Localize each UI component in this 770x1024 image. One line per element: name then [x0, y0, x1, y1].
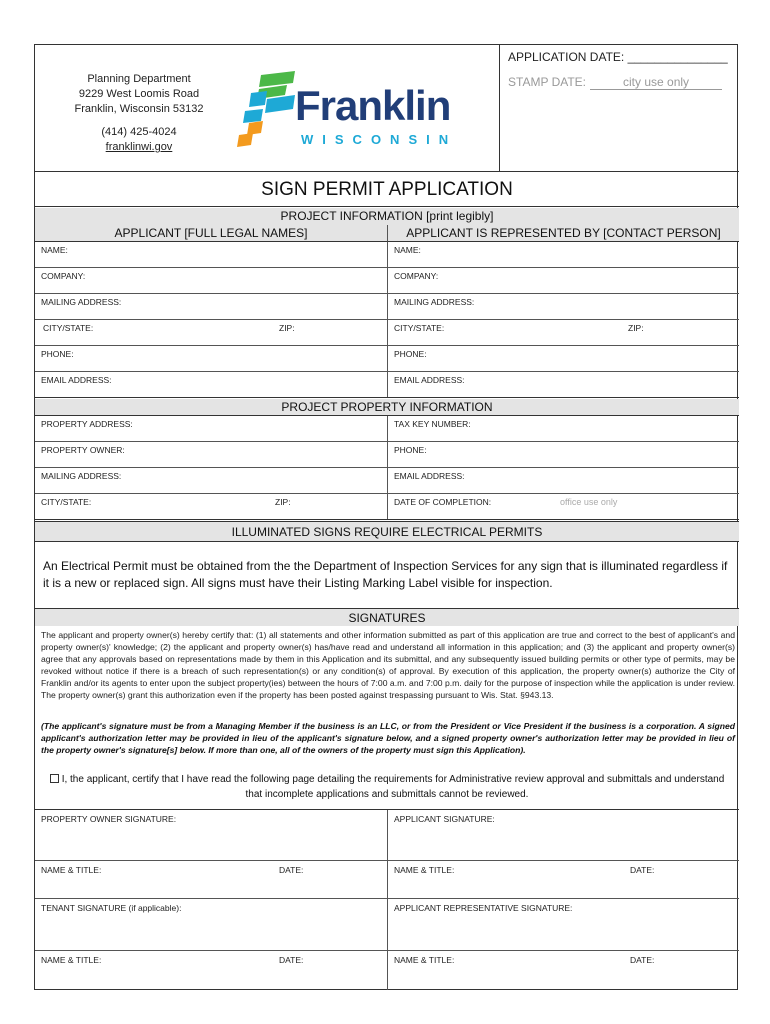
field-label: EMAIL ADDRESS:: [41, 375, 112, 385]
field-label: CITY/STATE:: [43, 323, 94, 333]
date-of-completion-field[interactable]: [387, 494, 739, 519]
date-label: DATE:: [279, 955, 304, 965]
field-label: NAME & TITLE:: [41, 865, 102, 875]
property-address-row: [35, 416, 739, 442]
email-row: [35, 372, 739, 398]
contact-phone-field[interactable]: [387, 346, 739, 371]
city-address: Franklin, Wisconsin 53132: [74, 103, 204, 115]
field-label: DATE OF COMPLETION:: [394, 497, 492, 507]
applicant-city-state-field[interactable]: [35, 320, 387, 345]
illuminated-signs-heading: ILLUMINATED SIGNS REQUIRE ELECTRICAL PERMITS: [35, 521, 739, 542]
owner-city-row: [35, 494, 739, 520]
field-label: APPLICANT REPRESENTATIVE SIGNATURE:: [394, 903, 573, 913]
field-label: EMAIL ADDRESS:: [394, 375, 465, 385]
certify-statement: [45, 772, 729, 802]
owner-name-title-field[interactable]: [35, 861, 387, 898]
field-label: NAME & TITLE:: [394, 865, 455, 875]
field-label: PROPERTY OWNER:: [41, 445, 125, 455]
field-label: PROPERTY ADDRESS:: [41, 419, 133, 429]
applicant-phone-field[interactable]: [35, 346, 387, 371]
applicant-name-row: [35, 242, 739, 268]
property-owner-row: [35, 442, 739, 468]
project-information-heading: PROJECT INFORMATION [print legibly]: [35, 208, 739, 225]
contact-city-state-field[interactable]: [387, 320, 739, 345]
representative-column-heading: APPLICANT IS REPRESENTED BY [CONTACT PERSON]: [387, 225, 739, 242]
department-address: [59, 72, 219, 155]
date-label: DATE:: [630, 865, 655, 875]
certification-text: The applicant and property owner(s) hereby certify that: (1) all statements and other information submitted as part of this application are true and correct to the best of applicant's and property owner(s)' knowledge; (2) the applicant and property owner(s) has/have read and understand all information in this application; and (3) the applicant and property owner(s) agree that any approvals based on representations made by them in this Application and its submittal, and any subsequently issued building permits or other type of permits, may be revoked without notice if there is a breach of such representation(s) or any condition(s) of approval. By execution of this application, the property owner(s) authorize the City of Franklin and/or its agents to enter upon the subject property(ies) between the hours of 7:00 a.m. and 7:00 p.m. daily for the purpose of inspection while the application is under review. The property owner(s) grant this authorization even if the property has been posted against trespassing pursuant to Wis. Stat. §943.13.: [41, 630, 735, 701]
contact-mailing-address-field[interactable]: [387, 294, 739, 319]
phone-row: [35, 346, 739, 372]
date-label: DATE:: [630, 955, 655, 965]
field-label: PHONE:: [41, 349, 74, 359]
applicant-mailing-address-field[interactable]: [35, 294, 387, 319]
zip-label: ZIP:: [279, 323, 295, 333]
logo-wordmark: Franklin: [295, 82, 451, 129]
applicant-name-title-field[interactable]: [387, 861, 739, 898]
owner-email-field[interactable]: [387, 468, 739, 493]
representative-name-title-field[interactable]: [387, 951, 739, 990]
mailing-address-row: [35, 294, 739, 320]
property-information-heading: PROJECT PROPERTY INFORMATION: [35, 399, 739, 416]
field-label: NAME & TITLE:: [394, 955, 455, 965]
contact-name-field[interactable]: [387, 242, 739, 267]
signatures-heading: SIGNATURES: [35, 608, 739, 626]
field-label: COMPANY:: [41, 271, 86, 281]
field-label: MAILING ADDRESS:: [41, 297, 122, 307]
certify-checkbox[interactable]: [50, 774, 59, 783]
logo-subtitle: WISCONSIN: [301, 132, 458, 147]
stamp-date-field: [508, 75, 722, 90]
field-label: COMPANY:: [394, 271, 439, 281]
field-label: PROPERTY OWNER SIGNATURE:: [41, 814, 177, 824]
application-date-field[interactable]: APPLICATION DATE: _______________: [508, 50, 728, 64]
tenant-name-title-field[interactable]: [35, 951, 387, 990]
tax-key-number-field[interactable]: [387, 416, 739, 441]
field-label: NAME & TITLE:: [41, 955, 102, 965]
field-label: NAME:: [394, 245, 421, 255]
owner-city-state-field[interactable]: [35, 494, 387, 519]
street-address: 9229 West Loomis Road: [78, 88, 200, 100]
tenant-signature-field[interactable]: [35, 899, 387, 950]
contact-email-field[interactable]: [387, 372, 739, 397]
certify-text: I, the applicant, certify that I have read the following page detailing the requirements for Administrative review approval and submittals and understand that incomplete applications and submittals cannot be reviewed.: [61, 774, 725, 800]
signature-row-1: [35, 809, 739, 861]
sign-permit-form: [34, 44, 738, 990]
stamp-date-label: STAMP DATE:: [508, 75, 587, 89]
applicant-company-field[interactable]: [35, 268, 387, 293]
field-label: NAME:: [41, 245, 68, 255]
department-phone: (414) 425-4024: [101, 126, 177, 138]
city-state-row: [35, 320, 739, 346]
stamp-date-value: city use only: [590, 75, 722, 90]
name-title-row-1: [35, 861, 739, 899]
applicant-email-field[interactable]: [35, 372, 387, 397]
department-website-link[interactable]: franklinwi.gov: [105, 141, 173, 153]
franklin-logo: [237, 69, 461, 149]
date-label: DATE:: [279, 865, 304, 875]
zip-label: ZIP:: [275, 497, 291, 507]
field-label: EMAIL ADDRESS:: [394, 471, 465, 481]
field-label: MAILING ADDRESS:: [41, 471, 122, 481]
contact-company-field[interactable]: [387, 268, 739, 293]
field-label: PHONE:: [394, 349, 427, 359]
field-label: TENANT SIGNATURE (if applicable):: [41, 903, 182, 913]
field-label: MAILING ADDRESS:: [394, 297, 475, 307]
zip-label: ZIP:: [628, 323, 644, 333]
property-owner-field[interactable]: [35, 442, 387, 467]
applicant-column-heading: APPLICANT [FULL LEGAL NAMES]: [35, 225, 387, 242]
form-title: SIGN PERMIT APPLICATION: [35, 173, 739, 207]
franklin-flag-icon: [237, 69, 299, 149]
signature-requirement-note: (The applicant's signature must be from a Managing Member if the business is an LLC, or from the President or Vice President if the business is a corporation. A signed applicant's authorization letter may be provided in lieu of the applicant's signature below, and a signed property owner's authorization letter may be provided in lieu of the property owner's signature[s] below. If more than one, all of the owners of the property must sign this Application).: [41, 721, 735, 756]
field-label: CITY/STATE:: [41, 497, 92, 507]
electrical-permit-notice: An Electrical Permit must be obtained from the the Department of Inspection Services for any sign that is illuminated regardless if it is a new or replaced sign. All signs must have their Listing Marking Label visible for inspection.: [43, 559, 728, 590]
property-address-field[interactable]: [35, 416, 387, 441]
form-header: [35, 45, 739, 172]
applicant-representative-signature-field[interactable]: [387, 899, 739, 950]
field-label: TAX KEY NUMBER:: [394, 419, 471, 429]
field-label: PHONE:: [394, 445, 427, 455]
field-label: APPLICANT SIGNATURE:: [394, 814, 495, 824]
department-name: Planning Department: [87, 73, 191, 85]
applicant-name-field[interactable]: [35, 242, 387, 267]
company-row: [35, 268, 739, 294]
owner-mailing-row: [35, 468, 739, 494]
date-stamp-box: [499, 45, 738, 171]
owner-phone-field[interactable]: [387, 442, 739, 467]
office-use-only-note: office use only: [560, 497, 618, 507]
field-label: CITY/STATE:: [394, 323, 445, 333]
owner-mailing-address-field[interactable]: [35, 468, 387, 493]
signature-row-2: [35, 899, 739, 951]
property-owner-signature-field[interactable]: [35, 810, 387, 860]
applicant-signature-field[interactable]: [387, 810, 739, 860]
name-title-row-2: [35, 951, 739, 990]
